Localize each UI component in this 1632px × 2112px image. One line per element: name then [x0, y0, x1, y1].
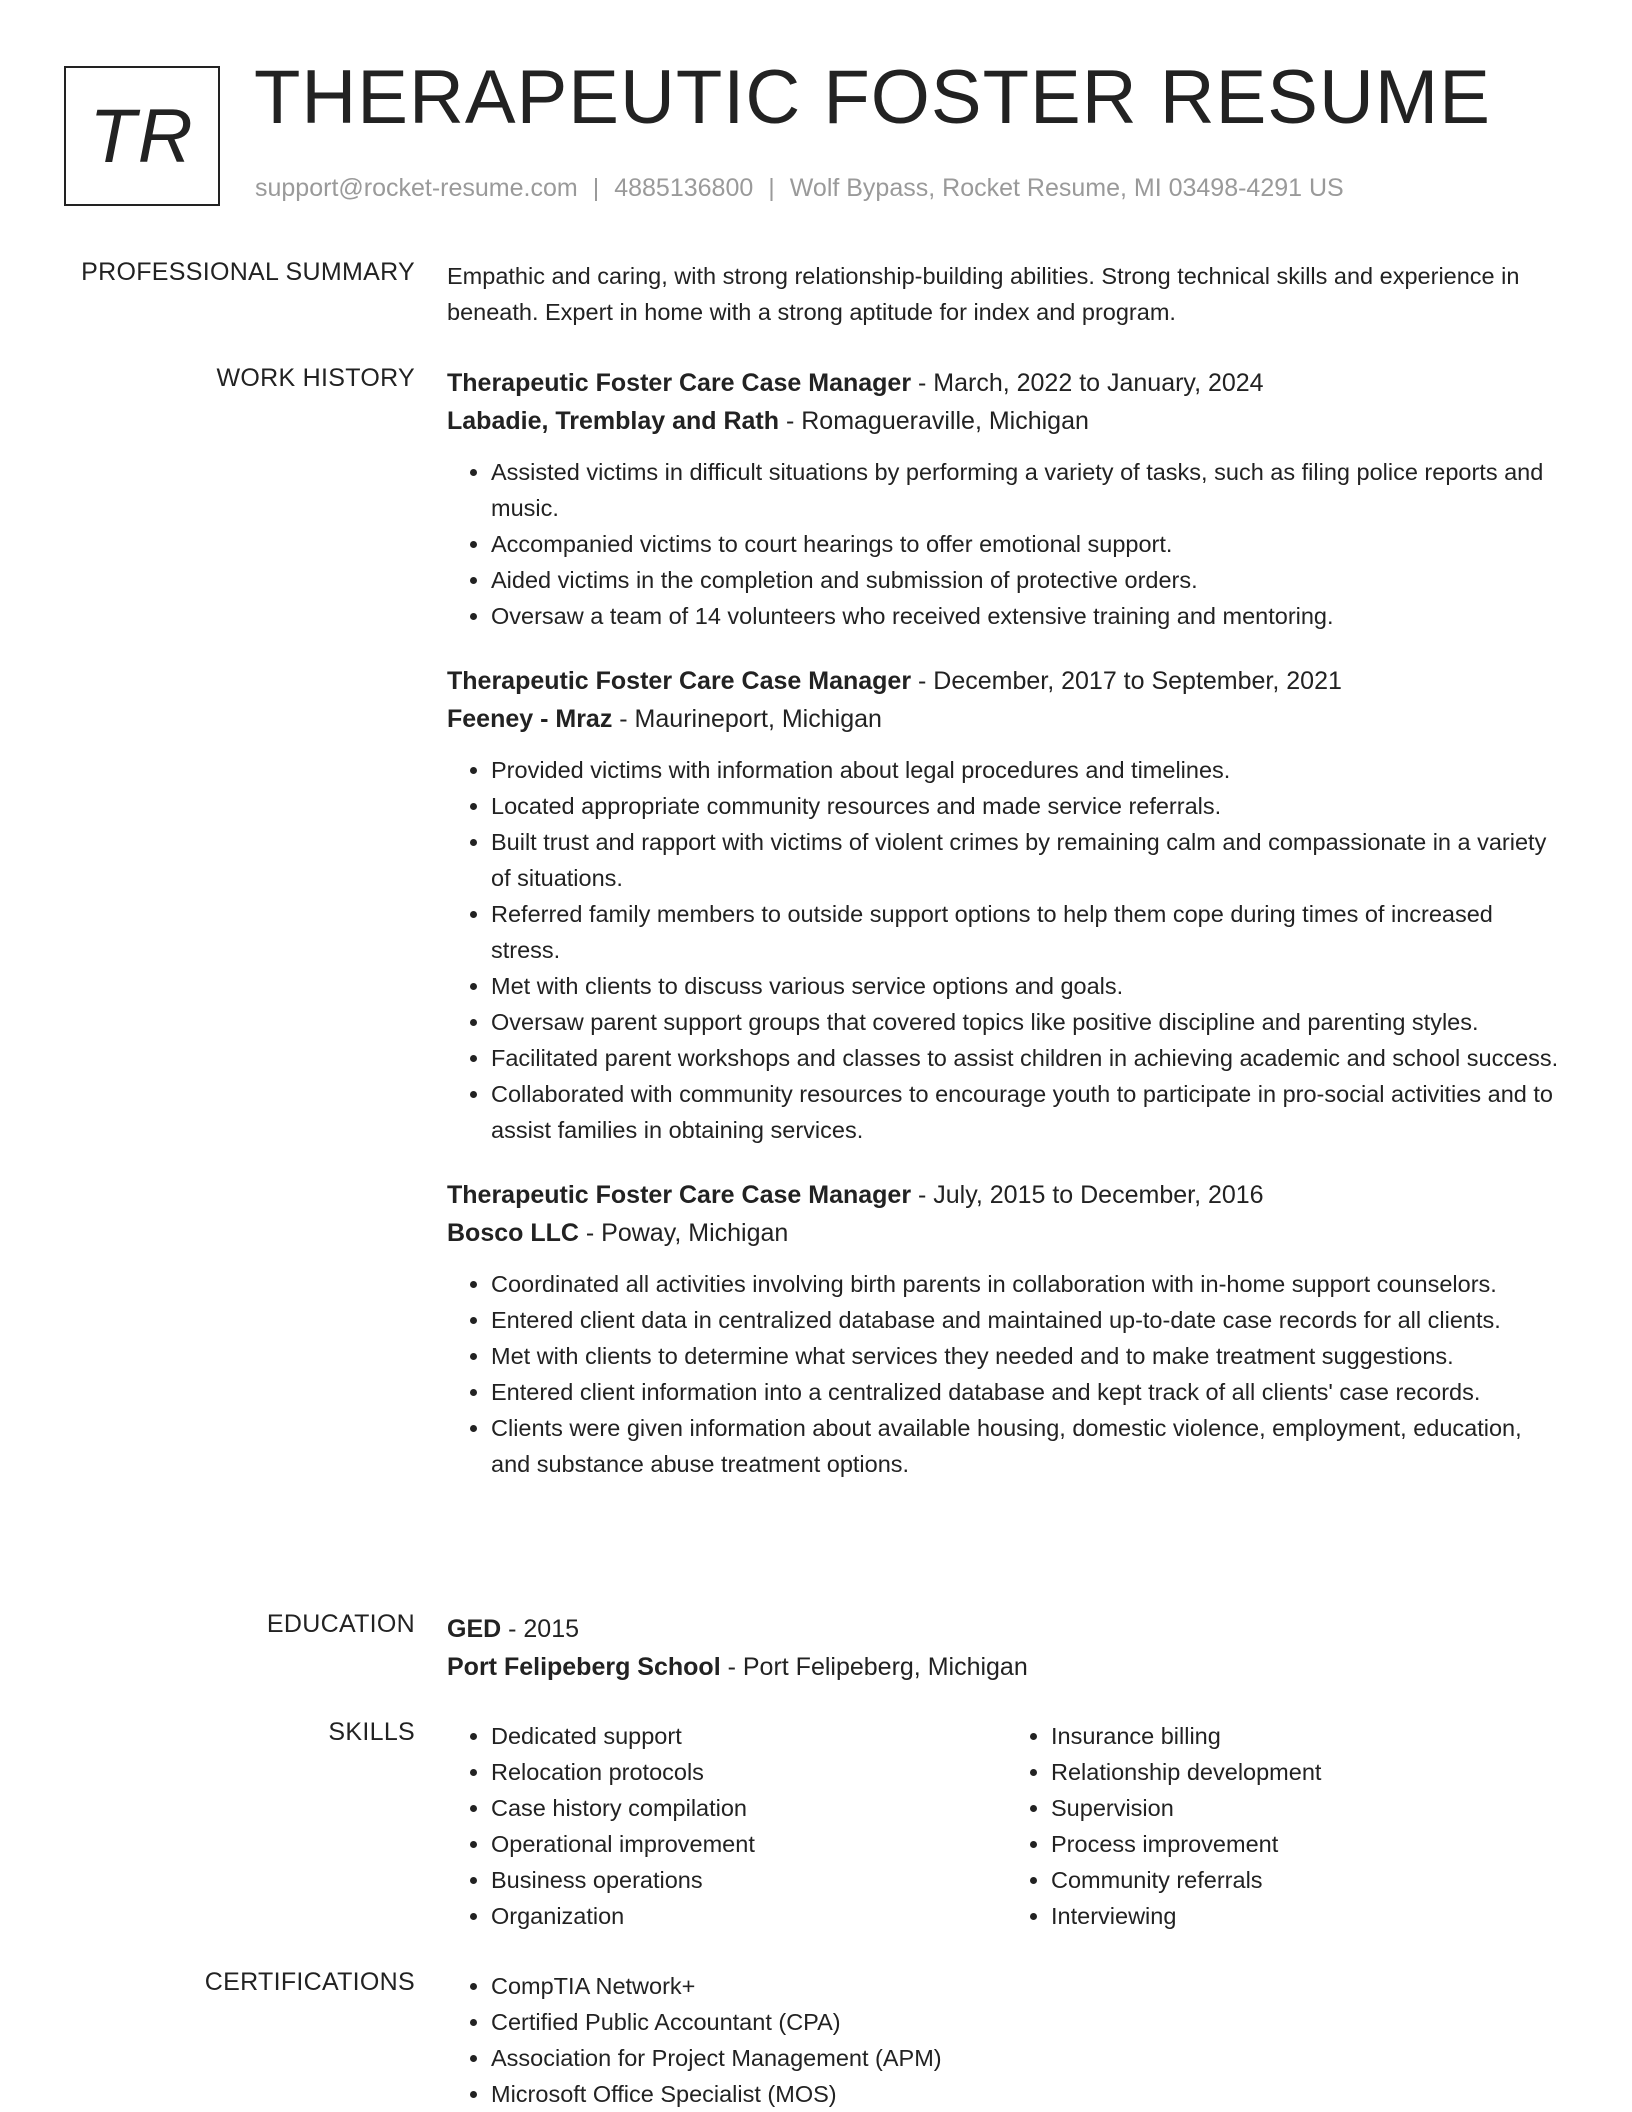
job-location: - Maurineport, Michigan [612, 705, 882, 733]
job-title: Therapeutic Foster Care Case Manager [447, 667, 912, 695]
job-dates: - December, 2017 to September, 2021 [911, 667, 1342, 695]
job-title-line [447, 364, 1567, 402]
education-degree-line [447, 1610, 1567, 1648]
education-body [447, 1610, 1567, 1686]
list-item: • Case history compilation [491, 1790, 1007, 1826]
list-item: • Process improvement [1051, 1826, 1567, 1862]
job-entry [447, 1176, 1567, 1482]
monogram-badge [64, 66, 220, 206]
skills-list-left [447, 1718, 1007, 1934]
list-item: • Dedicated support [491, 1718, 1007, 1754]
list-item: • Facilitated parent workshops and classes to assist children in achieving academic and school success. [491, 1040, 1567, 1076]
list-item: • Entered client data in centralized database and maintained up-to-date case records for all clients. [491, 1302, 1567, 1338]
job-company: Labadie, Tremblay and Rath [447, 407, 780, 435]
list-item: • Insurance billing [1051, 1718, 1567, 1754]
list-item: • Coordinated all activities involving birth parents in collaboration with in-home support counselors. [491, 1266, 1567, 1302]
skills-columns [447, 1718, 1567, 1934]
list-item: • Entered client information into a centralized database and kept track of all clients' case records. [491, 1374, 1567, 1410]
job-title: Therapeutic Foster Care Case Manager [447, 1181, 912, 1209]
list-item: • Accompanied victims to court hearings to offer emotional support. [491, 526, 1567, 562]
contact-separator: | [768, 174, 775, 202]
contact-email[interactable]: support@rocket-resume.com [255, 174, 578, 202]
resume-title: THERAPEUTIC FOSTER RESUME [254, 55, 1491, 140]
contact-phone[interactable]: 4885136800 [614, 174, 754, 202]
education-school-line [447, 1648, 1567, 1686]
section-label-work-history: WORK HISTORY [216, 364, 415, 392]
job-company: Bosco LLC [447, 1219, 579, 1247]
skills-list-right [1007, 1718, 1567, 1934]
section-label-skills: SKILLS [328, 1718, 415, 1746]
contact-line [255, 174, 1344, 203]
list-item: • Operational improvement [491, 1826, 1007, 1862]
certifications-list [447, 1968, 1567, 2112]
job-company: Feeney - Mraz [447, 705, 613, 733]
job-company-line [447, 402, 1567, 440]
job-bullets [447, 1266, 1567, 1482]
education-degree: GED [447, 1615, 502, 1643]
list-item: • Organization [491, 1898, 1007, 1934]
list-item: • Microsoft Office Specialist (MOS) [491, 2076, 1567, 2112]
job-location: - Poway, Michigan [578, 1219, 789, 1247]
list-item: • Certified Public Accountant (CPA) [491, 2004, 1567, 2040]
list-item: • CompTIA Network+ [491, 1968, 1567, 2004]
education-location: - Port Felipeberg, Michigan [720, 1653, 1028, 1681]
contact-separator: | [592, 174, 600, 202]
section-label-summary: PROFESSIONAL SUMMARY [81, 258, 415, 286]
certifications-body [447, 1968, 1567, 2112]
section-label-education: EDUCATION [266, 1610, 415, 1638]
job-title-line [447, 662, 1567, 700]
list-item: • Built trust and rapport with victims of violent crimes by remaining calm and compassionate in a variety of situations. [491, 824, 1567, 896]
job-entry [447, 662, 1567, 1148]
list-item: • Collaborated with community resources to encourage youth to participate in pro-social activities and to assist families in obtaining services. [491, 1076, 1567, 1148]
job-company-line [447, 1214, 1567, 1252]
job-bullets [447, 752, 1567, 1148]
contact-address: Wolf Bypass, Rocket Resume, MI 03498-4291 US [789, 174, 1344, 202]
list-item: • Provided victims with information about legal procedures and timelines. [491, 752, 1567, 788]
job-company-line [447, 700, 1567, 738]
job-title: Therapeutic Foster Care Case Manager [447, 369, 912, 397]
job-entry [447, 364, 1567, 634]
list-item: • Met with clients to discuss various service options and goals. [491, 968, 1567, 1004]
list-item: • Assisted victims in difficult situations by performing a variety of tasks, such as filing police reports and music. [491, 454, 1567, 526]
job-bullets [447, 454, 1567, 634]
job-dates: - March, 2022 to January, 2024 [911, 369, 1264, 397]
list-item: • Community referrals [1051, 1862, 1567, 1898]
education-school: Port Felipeberg School [447, 1653, 721, 1681]
list-item: • Supervision [1051, 1790, 1567, 1826]
list-item: • Oversaw a team of 14 volunteers who received extensive training and mentoring. [491, 598, 1567, 634]
list-item: • Met with clients to determine what services they needed and to make treatment suggestions. [491, 1338, 1567, 1374]
section-label-certifications: CERTIFICATIONS [204, 1968, 415, 1996]
list-item: • Relocation protocols [491, 1754, 1007, 1790]
list-item: • Association for Project Management (APM) [491, 2040, 1567, 2076]
education-year: - 2015 [501, 1615, 580, 1643]
list-item: • Clients were given information about available housing, domestic violence, employment, education, and substance abuse treatment options. [491, 1410, 1567, 1482]
list-item: • Business operations [491, 1862, 1007, 1898]
job-dates: - July, 2015 to December, 2016 [911, 1181, 1264, 1209]
job-location: - Romagueraville, Michigan [779, 407, 1089, 435]
job-title-line [447, 1176, 1567, 1214]
summary-text: Empathic and caring, with strong relationship-building abilities. Strong technical skills and experience in beneath. Expert in home with a strong aptitude for index and program. [447, 263, 1520, 325]
job-list [447, 364, 1567, 1510]
list-item: • Referred family members to outside support options to help them cope during times of increased stress. [491, 896, 1567, 968]
skills-body [447, 1718, 1567, 1934]
list-item: • Aided victims in the completion and submission of protective orders. [491, 562, 1567, 598]
monogram-text: TR [89, 93, 195, 179]
list-item: • Interviewing [1051, 1898, 1567, 1934]
list-item: • Located appropriate community resources and made service referrals. [491, 788, 1567, 824]
list-item: • Relationship development [1051, 1754, 1567, 1790]
list-item: • Oversaw parent support groups that covered topics like positive discipline and parenting styles. [491, 1004, 1567, 1040]
